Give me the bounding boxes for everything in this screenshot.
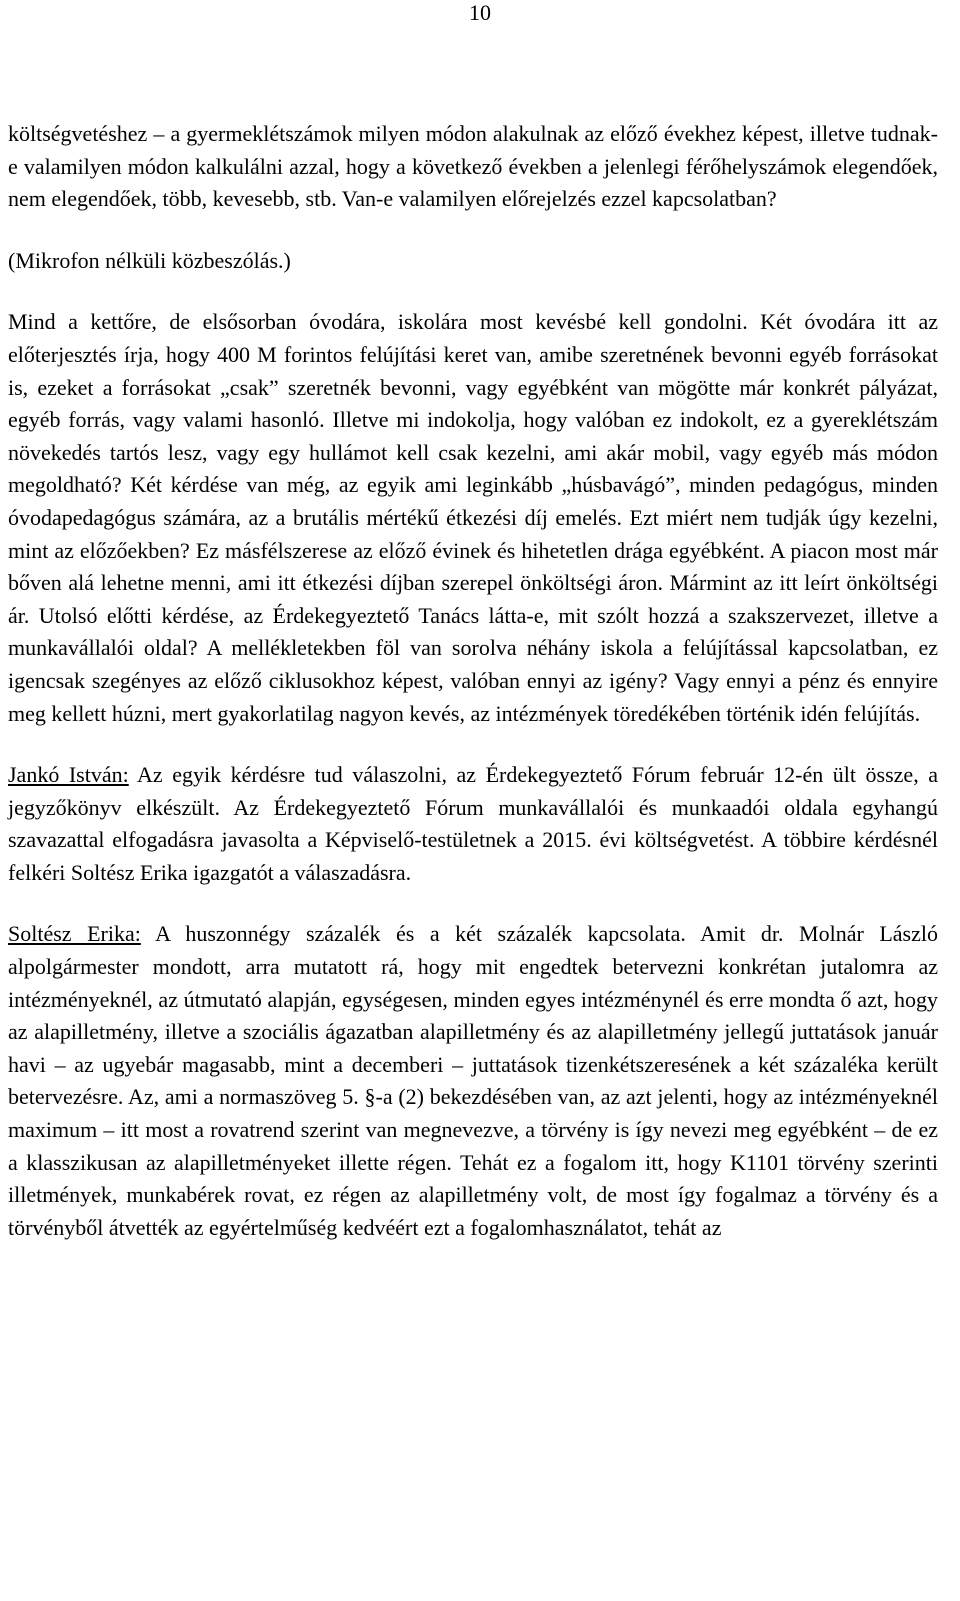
page-number: 10 (469, 0, 491, 25)
document-body (8, 118, 938, 1244)
speaker-name: Soltész Erika: (8, 921, 141, 947)
paragraph-interjection: (Mikrofon nélküli közbeszólás.) (8, 247, 291, 273)
paragraph-question-continuation: költségvetéshez – a gyermeklétszámok milyen módon alakulnak az előző évekhez képest, illetve tudnak-e valamilyen módon kalkulálni azzal, hogy a következő években a jelenlegi férőhelyszámok elegendőek, nem elegendőek, több, kevesebb, stb. Van-e valamilyen előrejelzés ezzel kapcsolatban? (8, 121, 938, 212)
speaker-text: A huszonnégy százalék és a két százalék kapcsolata. Amit dr. Molnár László alpolgármester mondott, arra mutatott rá, hogy mit engedtek betervezni konkrétan jutalomra az intézményeknél, az útmutató alapján, egységesen, minden egyes intézménynél és erre mondta ő azt, hogy az alapilletmény, illetve a szociális ágazatban alapilletmény és az alapilletmény jellegű juttatások január havi – az ugyebár magasabb, mint a decemberi – juttatások tizenkétszeresének a két százaléka került betervezésre. Az, ami a normaszöveg 5. §-a (2) bekezdésében van, az azt jelenti, hogy az intézményeknél maximum – itt most a rovatrend szerint van megnevezve, a törvény is így nevezi meg egyébként – de ez a klasszikusan az alapilletményeket illette régen. Tehát ez a fogalom itt, hogy K1101 törvény szerinti illetmények, munkabérek rovat, ez régen az alapilletmény volt, de most így fogalmaz a törvény és a törvényből átvették az egyértelműség kedvéért ezt a fogalomhasználatot, tehát az (8, 921, 938, 1240)
speaker-name: Jankó István: (8, 762, 129, 788)
paragraph-questions: Mind a kettőre, de elsősorban óvodára, iskolára most kevésbé kell gondolni. Két óvodára itt az előterjesztés írja, hogy 400 M forintos felújítási keret van, amibe szeretnének bevonni egyéb forrásokat is, ezeket a forrásokat „csak” szeretnék bevonni, vagy egyébként van mögötte már konkrét pályázat, egyéb forrás, vagy valami hasonló. Illetve mi indokolja, hogy valóban ez indokolt, ez a gyereklétszám növekedés tartós lesz, vagy egy hullámot kell csak kezelni, ami akár mobil, vagy egyéb más módon megoldható? Két kérdése van még, az egyik ami leginkább „húsbavágó”, minden pedagógus, minden óvodapedagógus számára, az a brutális mértékű étkezési díj emelés. Ezt miért nem tudják úgy kezelni, mint az előzőekben? Ez másfélszerese az előző évinek és hihetetlen drága egyébként. A piacon most már bőven alá lehetne menni, ami itt étkezési díjban szerepel önköltségi áron. Mármint az itt leírt önköltségi ár. Utolsó előtti kérdése, az Érdekegyeztető Tanács látta-e, mit szólt hozzá a szakszervezet, illetve a munkavállalói oldal? A mellékletekben föl van sorolva néhány iskola a felújítással kapcsolatban, ez igencsak szegényes az előző ciklusokhoz képest, valóban ennyi az igény? Vagy ennyi a pénz és ennyire meg kellett húzni, mert gyakorlatilag nagyon kevés, az intézmények töredékében történik idén felújítás. (8, 309, 938, 726)
paragraph-soltesz-erika (8, 918, 938, 1244)
speaker-text: Az egyik kérdésre tud válaszolni, az Érdekegyeztető Fórum február 12-én ült össze, a jegyzőkönyv elkészült. Az Érdekegyeztető Fórum munkavállalói és munkaadói oldala egyhangú szavazattal elfogadásra javasolta a Képviselő-testületnek a 2015. évi költségvetést. A többire kérdésnél felkéri Soltész Erika igazgatót a válaszadásra. (8, 762, 938, 885)
paragraph-janko-istvan (8, 759, 938, 889)
